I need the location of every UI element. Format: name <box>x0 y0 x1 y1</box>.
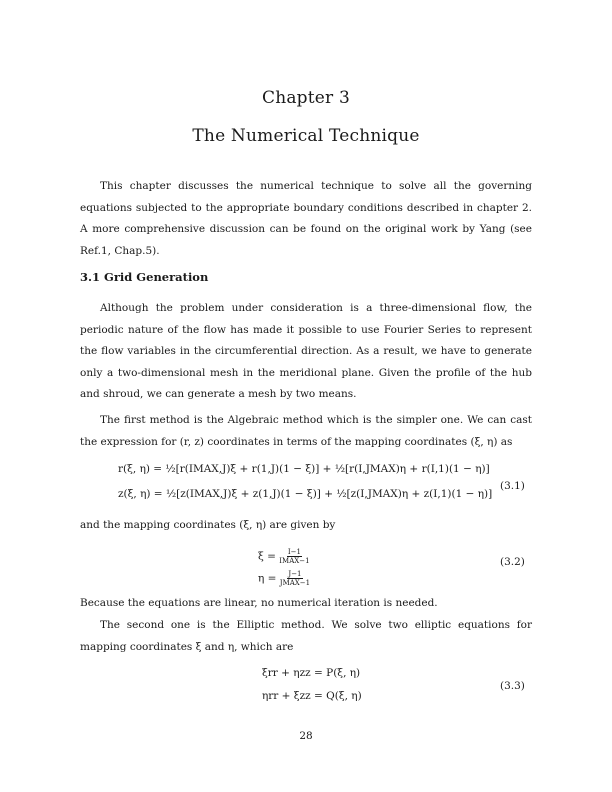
equation-3-2-eta <box>258 570 398 587</box>
equation-3-2-xi <box>258 548 398 565</box>
equation-3-1-line-2: z(ξ, η) = ½[z(IMAX,J)ξ + z(1,J)(1 − ξ)] + ½[z(I,JMAX)η + z(I,1)(1 − η)] <box>118 488 493 500</box>
eta-lhs: η = <box>258 572 277 585</box>
xi-numerator: I−1 <box>287 548 301 556</box>
xi-fraction <box>279 548 309 565</box>
equation-number-3-2: (3.2) <box>500 556 525 568</box>
equation-3-3-line-1: ξrr + ηzz = P(ξ, η) <box>262 667 361 679</box>
xi-lhs: ξ = <box>258 550 276 563</box>
text-after-eq-3-1-content: and the mapping coordinates (ξ, η) are given by <box>80 519 336 531</box>
eta-denominator: JMAX−1 <box>279 579 311 587</box>
body-paragraph-1 <box>80 298 532 406</box>
chapter-label: Chapter 3 <box>261 88 350 108</box>
section-heading: 3.1 Grid Generation <box>80 270 209 284</box>
intro-text: This chapter discusses the numerical technique to solve all the governing equations subjected to the appropriate boundary conditions described in chapter 2. A more comprehensive discussion can be found on the original work by Yang (see Ref.1, Chap.5). <box>80 180 532 257</box>
text-after-eq-3-2 <box>80 593 532 615</box>
intro-paragraph <box>80 176 532 262</box>
text-after-eq-3-2-content: Because the equations are linear, no numerical iteration is needed. <box>80 597 438 609</box>
chapter-title: The Numerical Technique <box>192 126 420 146</box>
eta-numerator: J−1 <box>288 570 302 578</box>
equation-3-1-line-1: r(ξ, η) = ½[r(IMAX,J)ξ + r(1,J)(1 − ξ)] + ½[r(I,JMAX)η + r(I,1)(1 − η)] <box>118 463 490 475</box>
paragraph-3-text: The second one is the Elliptic method. We solve two elliptic equations for mapping coordinates ξ and η, which are <box>80 619 532 653</box>
paragraph-2-text: The first method is the Algebraic method which is the simpler one. We can cast the expression for (r, z) coordinates in terms of the mapping coordinates (ξ, η) as <box>80 414 532 448</box>
equation-3-3-line-2: ηrr + ξzz = Q(ξ, η) <box>262 690 362 702</box>
paragraph-1-text: Although the problem under consideration is a three-dimensional flow, the periodic nature of the flow has made it possible to use Fourier Series to represent the flow variables in the circumferential direction. As a result, we have to generate only a two-dimensional mesh in the meridional plane. Given the profile of the hub and shroud, we can generate a mesh by two means. <box>80 302 532 400</box>
eta-fraction <box>280 570 310 587</box>
xi-denominator: IMAX−1 <box>279 557 310 565</box>
equation-number-3-1: (3.1) <box>500 480 525 492</box>
page-number: 28 <box>299 730 313 742</box>
text-after-eq-3-1 <box>80 515 532 537</box>
body-paragraph-3 <box>80 615 532 658</box>
equation-number-3-3: (3.3) <box>500 680 525 692</box>
body-paragraph-2 <box>80 410 532 453</box>
